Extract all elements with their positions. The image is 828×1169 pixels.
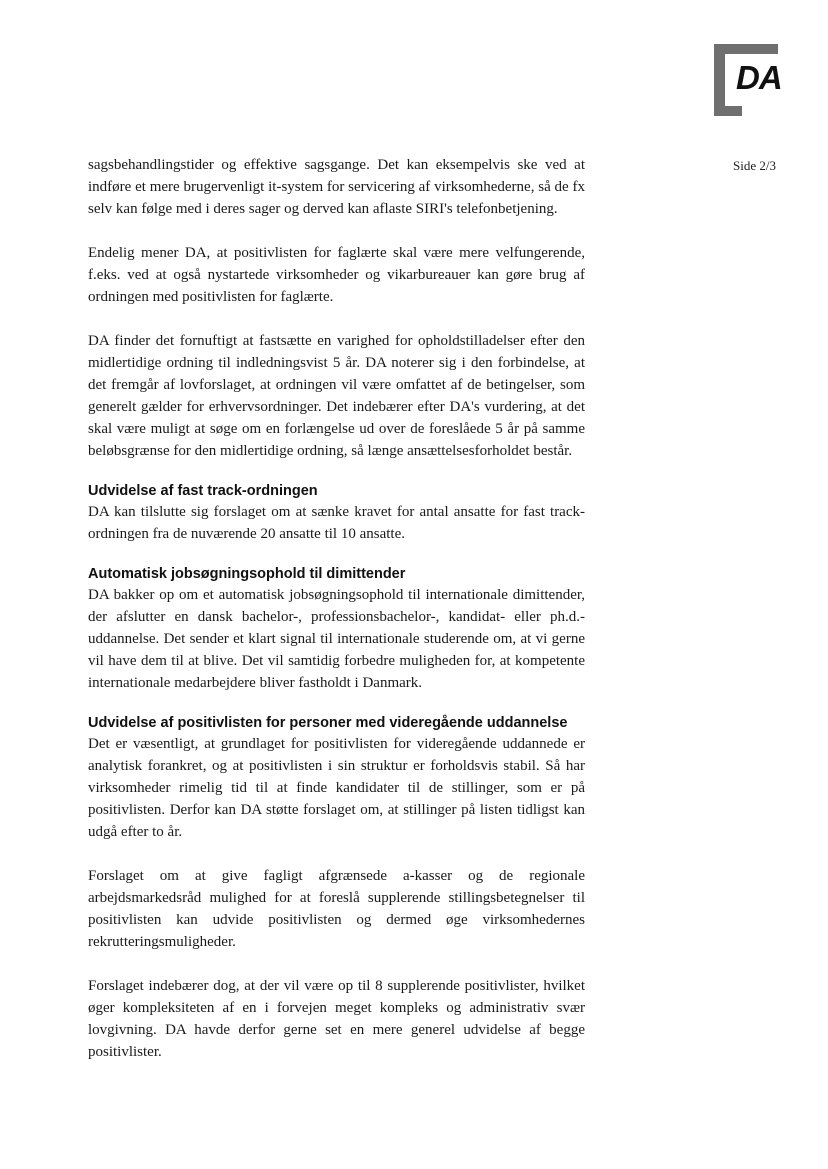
- heading-fast-track: Udvidelse af fast track-ordningen: [88, 483, 318, 499]
- logo-text: DA: [736, 59, 782, 96]
- paragraph-1: sagsbehandlingstider og effektive sagsgange. Det kan eksempelvis ske ved at indføre et mere brugervenligt it-system for servicering af virksomhederne, så de fx selv kan følge med i deres sager og derved kan aflaste SIRI's telefonbetjening.: [88, 157, 585, 217]
- paragraph-6: Det er væsentligt, at grundlaget for positivlisten for videregående uddannede er analytisk forankret, og at positivlisten i sin struktur er forholdsvis stabil. Så har virksomheder rimelig tid til at finde kandidater til de stillinger, som er på positivlisten. Derfor kan DA støtte forslaget om, at stillinger på listen tidligst kan udgå efter to år.: [88, 736, 585, 840]
- da-logo: [714, 44, 782, 116]
- paragraph-4: DA kan tilslutte sig forslaget om at sænke kravet for antal ansatte for fast track-ordningen fra de nuværende 20 ansatte til 10 ansatte.: [88, 504, 585, 542]
- heading-positivliste: Udvidelse af positivlisten for personer med videregående uddannelse: [88, 715, 568, 731]
- logo-bracket-bottom: [714, 106, 742, 116]
- paragraph-2: Endelig mener DA, at positivlisten for faglærte skal være mere velfungerende, f.eks. ved at også nystartede virksomheder og vikarbureauer kan gøre brug af ordningen med positivlisten for faglærte.: [88, 245, 585, 305]
- page-number: Side 2/3: [733, 158, 776, 173]
- paragraph-5: DA bakker op om et automatisk jobsøgningsophold til internationale dimittender, der afslutter en dansk bachelor-, professionsbachelor-, kandidat- eller ph.d.-uddannelse. Det sender et klart signal til internationale studerende om, at vi gerne vil have dem til at blive. Det vil samtidig forbedre muligheden for, at kompetente internationale medarbejdere bliver fastholdt i Danmark.: [88, 587, 585, 691]
- paragraph-8: Forslaget indebærer dog, at der vil være op til 8 supplerende positivlister, hvilket øger kompleksiteten af en i forvejen meget kompleks og administrativ svær lovgivning. DA havde derfor gerne set en mere generel udvidelse af begge positivlister.: [88, 978, 585, 1060]
- heading-jobsoegning: Automatisk jobsøgningsophold til dimittender: [88, 566, 406, 582]
- paragraph-7: Forslaget om at give fagligt afgrænsede a-kasser og de regionale arbejdsmarkedsråd mulighed for at foreslå supplerende stillingsbetegnelser til positivlisten kan udvide positivlisten og dermed øge virksomhedernes rekrutteringsmuligheder.: [88, 868, 585, 950]
- paragraph-3: DA finder det fornuftigt at fastsætte en varighed for opholdstilladelser efter den midlertidige ordning til indledningsvist 5 år. DA noterer sig i den forbindelse, at det fremgår af lovforslaget, at ordningen vil være omfattet af de betingelser, som generelt gælder for erhvervsordninger. Det indebærer efter DA's vurdering, at det skal være muligt at søge om en forlængelse ud over de foreslåede 5 år på samme beløbsgrænse for den midlertidige ordning, så længe ansættelsesforholdet består.: [88, 333, 585, 459]
- document-body: [88, 154, 585, 1063]
